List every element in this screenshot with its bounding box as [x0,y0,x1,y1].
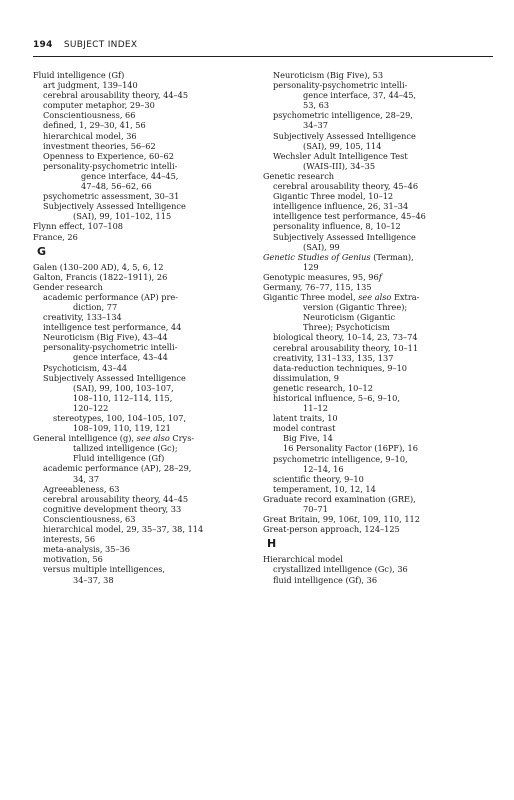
entry-text: General intelligence (g), [33,433,137,444]
entry-italic-text: Genetic Studies of Genius [263,251,371,262]
index-entry: Genetic research [263,170,335,181]
index-subentry: latent traits, 10 [273,413,338,424]
index-subentry: personality-psychometric intelli- [273,80,408,91]
index-entry-continuation: 120–122 [73,402,109,413]
index-column-left [33,70,251,585]
index-entry-continuation: Neuroticism (Gigantic [303,312,396,323]
index-subentry: genetic research, 10–12 [273,382,373,393]
index-entry [263,292,493,302]
index-subentry: Neuroticism (Big Five), 43–44 [43,332,168,343]
index-entry-continuation: 108–109, 110, 119, 121 [73,423,171,434]
index-subentry: historical influence, 5–6, 9–10, [273,393,400,403]
index-subentry: psychometric assessment, 30–31 [43,191,180,202]
index-subentry: Subjectively Assessed Intelligence [43,201,186,212]
entry-text: Gigantic Three model, [263,292,359,303]
index-subentry: Conscientiousness, 63 [43,513,136,524]
index-entry-continuation: 129 [303,261,319,272]
index-entry: Galton, Francis (1822–1911), 26 [33,271,168,282]
index-subentry: Big Five, 14 [283,433,333,444]
index-entry: Gender research [33,281,103,292]
index-subentry: personality influence, 8, 10–12 [273,221,401,232]
index-entry-continuation: tallized intelligence (Gc); [73,443,178,454]
index-subentry: model contrast [273,423,336,434]
index-entry-continuation: gence interface, 44–45, [81,170,179,181]
index-entry-continuation: gence interface, 43–44 [73,352,168,363]
index-subentry: Gigantic Three model, 10–12 [273,191,394,202]
index-subentry: Wechsler Adult Intelligence Test [273,150,408,161]
index-entry: Galen (130–200 AD), 4, 5, 6, 12 [33,261,164,272]
index-entry-continuation: (SAI), 99, 105, 114 [303,140,382,151]
index-entry [263,272,493,282]
index-entry [33,433,251,443]
index-subentry: defined, 1, 29–30, 41, 56 [43,120,146,131]
page-number: 194 [33,40,53,50]
index-subentry: dissimulation, 9 [273,372,339,383]
index-subentry: psychometric intelligence, 9–10, [273,453,408,464]
index-subentry: interests, 56 [43,534,96,545]
index-subentry: 16 Personality Factor (16PF), 16 [283,443,418,454]
section-letter: H [267,537,277,551]
entry-text: , 109, 110, 112 [357,514,420,525]
index-entry: Germany, 76–77, 115, 135 [263,281,372,292]
index-entry-continuation: 34–37 [303,120,328,131]
index-subentry: Agreeableness, 63 [43,483,120,494]
index-column-right [263,70,493,585]
index-entry-continuation: 47–48, 56–62, 66 [81,181,152,192]
index-entry-continuation: (SAI), 99 [303,241,340,252]
index-subentry: Psychoticism, 43–44 [43,362,128,373]
index-subentry: stereotypes, 100, 104–105, 107, [53,413,187,423]
index-entry: Fluid intelligence (Gf) [33,70,125,80]
index-subentry: academic performance (AP), 28–29, [43,463,192,474]
index-subentry: hierarchical model, 29, 35–37, 38, 114 [43,524,204,535]
index-subentry: motivation, 56 [43,554,103,565]
index-subentry: Subjectively Assessed Intelligence [273,231,416,242]
index-subentry: scientific theory, 9–10 [273,473,364,484]
index-entry: Hierarchical model [263,554,343,565]
index-subentry: biological theory, 10–14, 23, 73–74 [273,332,418,343]
section-letter: G [37,244,47,258]
index-subentry: academic performance (AP) pre- [43,291,179,302]
index-entry-continuation: (SAI), 99, 100, 103–107, [73,382,174,393]
index-subentry: personality-psychometric intelli- [43,342,178,353]
entry-text: (Terman), [370,251,414,262]
index-entry-continuation: 70–71 [303,504,328,515]
index-subentry: crystallized intelligence (Gc), 36 [273,564,408,575]
index-entry: Graduate record examination (GRE), [263,493,416,504]
index-subentry: creativity, 131–133, 135, 137 [273,352,394,363]
index-entry-continuation: Three); Psychoticism [303,322,390,333]
index-subentry: cerebral arousability theory, 10–11 [273,342,419,353]
entry-text: Great Britain, 99, 106 [263,514,355,525]
entry-text: Crys- [169,433,195,444]
running-title: SUBJECT INDEX [63,40,138,50]
index-entry: Great-person approach, 124–125 [263,524,400,535]
index-subentry: Openness to Experience, 60–62 [43,150,174,161]
index-subentry: intelligence test performance, 45–46 [273,211,426,222]
entry-italic-text: t [354,514,358,525]
index-subentry: investment theories, 56–62 [43,140,156,151]
entry-italic-text: see also [358,292,392,303]
index-subentry: cerebral arousability theory, 44–45 [43,493,189,504]
index-entry [263,514,493,524]
index-subentry: hierarchical model, 36 [43,130,137,141]
index-subentry: cerebral arousability theory, 44–45 [43,90,189,101]
index-entry-continuation: 34–37, 38 [73,574,114,585]
entry-text: Extra- [391,292,420,303]
index-subentry: Neuroticism (Big Five), 53 [273,70,384,80]
index-subentry: data-reduction techniques, 9–10 [273,362,408,373]
index-entry-continuation: 34, 37 [73,473,100,484]
index-entry: Flynn effect, 107–108 [33,221,124,232]
index-entry-continuation: 108–110, 112–114, 115, [73,392,173,403]
index-entry-continuation: (WAIS-III), 34–35 [303,160,376,171]
index-subentry: intelligence influence, 26, 31–34 [273,201,409,212]
index-entry-continuation: Fluid intelligence (Gf) [73,453,165,464]
index-subentry: Subjectively Assessed Intelligence [273,130,416,141]
index-entry [263,252,493,262]
index-entry-continuation: 11–12 [303,403,328,414]
index-subentry: art judgment, 139–140 [43,80,138,91]
index-entry-continuation: version (Gigantic Three); [303,302,408,313]
index-subentry: intelligence test performance, 44 [43,322,182,333]
entry-text: Genotypic measures, 95, 96 [263,271,379,282]
index-subentry: versus multiple intelligences, [43,564,166,575]
index-subentry: cognitive development theory, 33 [43,503,182,514]
index-entry-continuation: 12–14, 16 [303,463,344,474]
index-entry-continuation: gence interface, 37, 44–45, [303,90,417,101]
running-header [33,40,493,57]
index-entry-continuation: diction, 77 [73,301,118,312]
index-subentry: meta-analysis, 35–36 [43,544,130,555]
entry-italic-text: see also [136,433,170,444]
entry-italic-text: f [378,271,382,282]
index-subentry: computer metaphor, 29–30 [43,100,155,111]
index-entry-continuation: (SAI), 99, 101–102, 115 [73,211,172,222]
index-entry: France, 26 [33,231,78,242]
index-subentry: fluid intelligence (Gf), 36 [273,574,378,585]
index-subentry: creativity, 133–134 [43,312,122,323]
index-subentry: psychometric intelligence, 28–29, [273,110,413,121]
index-subentry: Conscientiousness, 66 [43,110,136,121]
index-subentry: temperament, 10, 12, 14 [273,483,376,494]
index-entry-continuation: 53, 63 [303,100,330,111]
index-subentry: Subjectively Assessed Intelligence [43,372,186,383]
index-subentry: cerebral arousability theory, 45–46 [273,181,419,192]
index-subentry: personality-psychometric intelli- [43,160,178,171]
